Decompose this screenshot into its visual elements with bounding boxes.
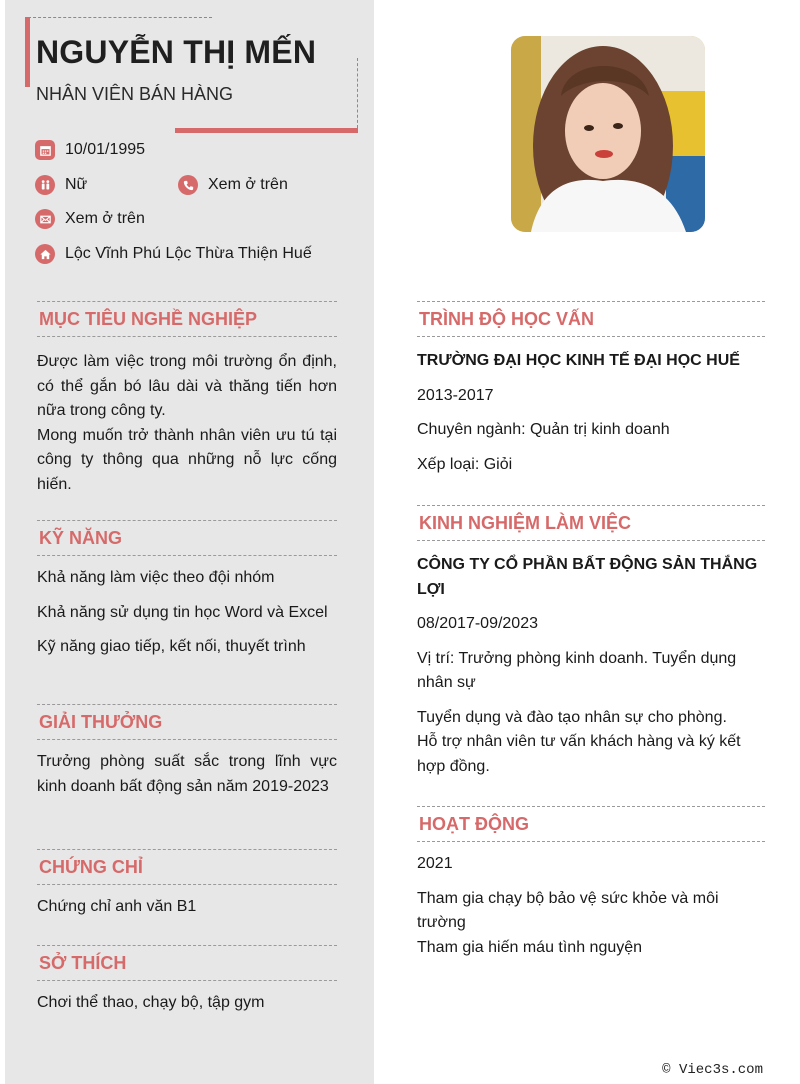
contact-address <box>35 244 312 264</box>
education-major: Chuyên ngành: Quản trị kinh doanh <box>417 421 670 438</box>
section-heading: CHỨNG CHỈ <box>37 849 337 885</box>
education-grade: Xếp loại: Giỏi <box>417 455 513 473</box>
contact-birthday <box>35 140 145 160</box>
certificate-item: Chứng chỉ anh văn B1 <box>37 898 197 915</box>
contact-email <box>35 209 145 229</box>
experience-position: Vị trí: Trưởng phòng kinh doanh. Tuyển dụng nhân sự <box>417 649 737 691</box>
section-activities <box>417 806 765 960</box>
education-period: 2013-2017 <box>417 386 494 404</box>
header-dashed-line-right <box>357 58 358 128</box>
skill-item: Khả năng làm việc theo đội nhóm <box>37 569 275 586</box>
section-heading: MỤC TIÊU NGHỀ NGHIỆP <box>37 301 337 337</box>
portrait-illustration <box>511 36 705 232</box>
header-dashed-line-top <box>28 17 212 18</box>
section-skills <box>37 520 337 660</box>
candidate-name: NGUYỄN THỊ MẾN <box>36 34 317 70</box>
school-name: TRƯỜNG ĐẠI HỌC KINH TẾ ĐẠI HỌC HUẾ <box>417 352 740 369</box>
phone-icon <box>178 175 198 195</box>
copyright-footer: © Viec3s.com <box>662 1062 763 1078</box>
phone-value: Xem ở trên <box>208 176 288 193</box>
section-heading: TRÌNH ĐỘ HỌC VẤN <box>417 301 765 337</box>
section-heading: KINH NGHIỆM LÀM VIỆC <box>417 505 765 541</box>
calendar-icon <box>35 140 55 160</box>
activity-year: 2021 <box>417 855 453 872</box>
job-title: NHÂN VIÊN BÁN HÀNG <box>36 84 234 104</box>
company-name: CÔNG TY CỔ PHẦN BẤT ĐỘNG SẢN THẮNG LỢI <box>417 556 758 598</box>
section-hobbies <box>37 945 337 1016</box>
activity-item: Tham gia hiến máu tình nguyện <box>417 938 643 956</box>
envelope-icon <box>35 209 55 229</box>
section-objective <box>37 301 337 497</box>
objective-paragraph: Được làm việc trong môi trường ổn định, có thể gắn bó lâu dài và thăng tiến hơn nữa trong công ty. <box>37 353 337 419</box>
contact-gender <box>35 175 87 195</box>
section-heading: SỞ THÍCH <box>37 945 337 981</box>
home-icon <box>35 244 55 264</box>
experience-description: Hỗ trợ nhân viên tư vấn khách hàng và ký kết hợp đồng. <box>417 733 741 775</box>
section-heading: GIẢI THƯỞNG <box>37 704 337 740</box>
objective-paragraph: Mong muốn trở thành nhân viên ưu tú tại công ty thông qua những nỗ lực cống hiến. <box>37 426 337 493</box>
header-accent-bar-left <box>25 17 30 87</box>
section-heading: HOẠT ĐỘNG <box>417 806 765 842</box>
section-education <box>417 301 765 477</box>
skill-item: Khả năng sử dụng tin học Word và Excel <box>37 603 328 621</box>
hobby-item: Chơi thể thao, chạy bộ, tập gym <box>37 994 265 1011</box>
section-heading: KỸ NĂNG <box>37 520 337 556</box>
email-value: Xem ở trên <box>65 210 145 227</box>
gender-value: Nữ <box>65 176 88 193</box>
section-experience <box>417 505 765 779</box>
gender-icon <box>35 175 55 195</box>
section-certificates <box>37 849 337 920</box>
section-awards <box>37 704 337 799</box>
skill-item: Kỹ năng giao tiếp, kết nối, thuyết trình <box>37 638 306 655</box>
birthday-value: 10/01/1995 <box>65 141 146 158</box>
award-item: Trưởng phòng suất sắc trong lĩnh vực kinh doanh bất động sản năm 2019-2023 <box>37 753 337 795</box>
profile-photo <box>511 36 705 232</box>
experience-description: Tuyển dụng và đào tạo nhân sự cho phòng. <box>417 708 727 726</box>
activity-item: Tham gia chạy bộ bảo vệ sức khỏe và môi trường <box>417 889 719 931</box>
contact-phone <box>178 175 288 195</box>
address-value: Lộc Vĩnh Phú Lộc Thừa Thiện Huế <box>65 245 312 262</box>
experience-period: 08/2017-09/2023 <box>417 615 538 632</box>
header-accent-bar-bottom <box>175 128 358 133</box>
